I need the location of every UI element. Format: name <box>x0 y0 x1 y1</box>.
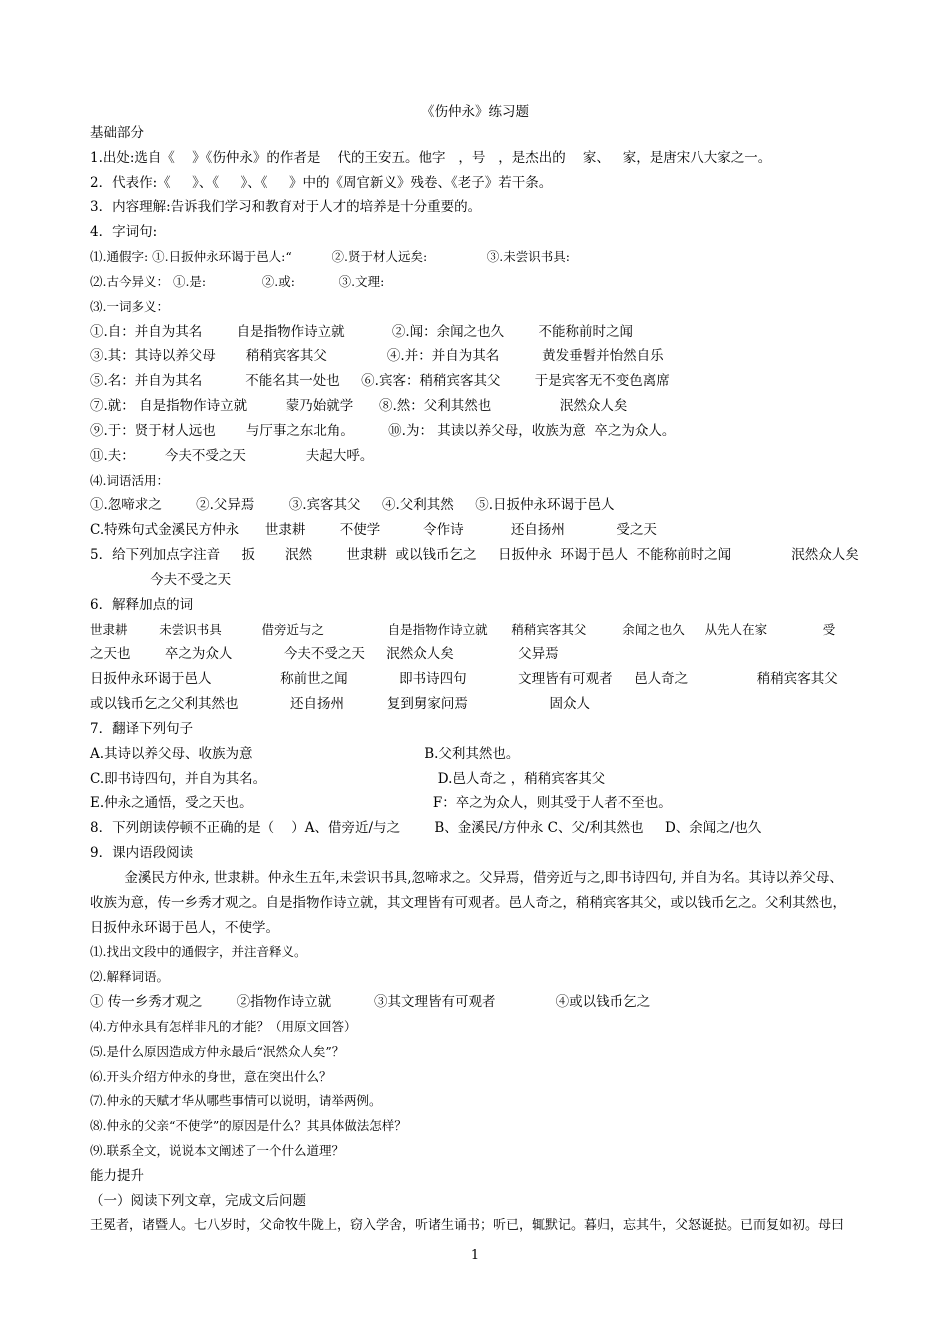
text-line: A.其诗以养父母、收族为意 B.父利其然也。 <box>90 745 520 762</box>
text-line: ⑴.找出文段中的通假字，并注音释义。 <box>90 944 307 960</box>
text-line: ① 传一乡秀才观之 ②指物作诗立就 ③其文理皆有可观者 ④或以钱币乞之 <box>90 994 651 1011</box>
text-line: （一）阅读下列文章，完成文后问题 <box>90 1192 306 1209</box>
text-line: ①.忽啼求之 ②.父异焉 ③.宾客其父 ④.父利其然 ⑤.日扳仲永环谒于邑人 <box>90 497 615 514</box>
text-line: ⑺.仲永的天赋才华从哪些事情可以说明，请举两例。 <box>90 1093 382 1109</box>
text-line: ⑴.通假字: ①.日扳仲永环谒于邑人:“ ②.贤于材人远矣: ③.未尝识书具: <box>90 249 570 265</box>
text-line: C.特殊句式金溪民方仲永 世隶耕 不使学 令作诗 还自扬州 受之天 <box>90 522 657 539</box>
text-line: 金溪民方仲永, 世隶耕。仲永生五年,未尝识书具,忽啼求之。父异焉，借旁近与之,即书诗四句, 并自为名。其诗以养父母、 <box>90 869 843 886</box>
text-line: ⑷.方仲永具有怎样非凡的才能？（用原文回答） <box>90 1018 357 1034</box>
text-line: ⑨.于：贤于材人远也 与厅事之东北角。 ⑩.为： 其读以养父母，收族为意 卒之为众人。 <box>90 422 676 439</box>
text-line: 3．内容理解:告诉我们学习和教育对于人才的培养是十分重要的。 <box>90 199 482 216</box>
text-line: 6．解释加点的词 <box>90 596 194 613</box>
text-line: ⑪.夫： 今夫不受之天 夫起大呼。 <box>90 447 374 464</box>
text-line: 1.出处:选自《 》《伤仲永》的作者是 代的王安五。他字 ，号 ，是杰出的 家、 家，是唐宋八大家之一。 <box>90 149 772 166</box>
text-line: ①.自：并自为其名 自是指物作诗立就 ②.闻：余闻之也久 不能称前时之闻 <box>90 323 633 340</box>
text-line: ⑵.古今异义： ①.是: ②.或: ③.文理: <box>90 273 385 289</box>
text-line: ③.其：其诗以养父母 稍稍宾客其父 ④.并：并自为其名 黄发垂髫并怡然自乐 <box>90 348 664 365</box>
text-line: E.仲永之通悟，受之天也。 F：卒之为众人，则其受于人者不至也。 <box>90 795 672 812</box>
page-number: 1 <box>470 1248 480 1263</box>
text-line: 7．翻译下列句子 <box>90 720 194 737</box>
text-line: 收族为意，传一乡秀才观之。自是指物作诗立就，其文理皆有可观者。邑人奇之，稍稍宾客其父，或以钱币乞之。父利其然也， <box>90 894 846 911</box>
text-line: ⑤.名：并自为其名 不能名其一处也 ⑥.宾客：稍稍宾客其父 于是宾客无不变色离席 <box>90 373 670 390</box>
text-line: 5．给下列加点字注音 扳 泯然 世隶耕 或以钱币乞之 日扳仲永 环谒于邑人 不能称前时之闻 泯然众人矣 <box>90 547 859 564</box>
text-line: 4．字词句: <box>90 224 158 241</box>
text-line: 或以钱币乞之父利其然也 还自扬州 复到舅家问焉 固众人 <box>90 696 590 713</box>
text-line: 世隶耕 未尝识书具 借旁近与之 自是指物作诗立就 稍稍宾客其父 余闻之也久 从先人在家 受 <box>90 621 836 637</box>
text-line: ⑶.一词多义： <box>90 298 169 314</box>
text-line: 之天也 卒之为众人 今夫不受之天 泯然众人矣 父异焉 <box>90 646 559 663</box>
text-line: 日扳仲永环谒于邑人 称前世之闻 即书诗四句 文理皆有可观者 邑人奇之 稍稍宾客其父 <box>90 671 838 688</box>
text-line: 9．课内语段阅读 <box>90 845 194 862</box>
text-line: ⑵.解释词语。 <box>90 969 169 985</box>
text-line: ⑻.仲永的父亲“不使学”的原因是什么？其具体做法怎样？ <box>90 1118 407 1134</box>
text-line: 2．代表作:《 》、《 》、《 》中的《周官新义》残卷、《老子》若干条。 <box>90 174 553 191</box>
text-line: ⑹.开头介绍方仲永的身世，意在突出什么？ <box>90 1068 332 1084</box>
text-line: ⑼.联系全文，说说本文阐述了一个什么道理？ <box>90 1143 344 1159</box>
text-line: 日扳仲永环谒于邑人，不使学。 <box>90 919 279 936</box>
text-line: C.即书诗四句，并自为其名。 D.邑人奇之 ，稍稍宾客其父 <box>90 770 606 787</box>
text-line: 今夫不受之天 <box>90 571 232 588</box>
text-line: ⑸.是什么原因造成方仲永最后“泯然众人矣”？ <box>90 1043 345 1059</box>
text-line: 基础部分 <box>90 125 144 141</box>
text-line: 能力提升 <box>90 1167 144 1184</box>
text-line: 王冕者，诸暨人。七八岁时，父命牧牛陇上，窃入学舍，听诸生诵书；听已，辄默记。暮归，忘其牛，父怒诞挞。已而复如初。母曰 <box>90 1217 845 1233</box>
text-line: ⑦.就： 自是指物作诗立就 蒙乃始就学 ⑧.然：父利其然也 泯然众人矣 <box>90 398 628 415</box>
document-title: 《伤仲永》练习题 <box>421 104 529 120</box>
text-line: ⑷.词语活用： <box>90 472 169 488</box>
text-line: 8．下列朗读停顿不正确的是（ ）A、借旁近/与之 B、金溪民/方仲永 C、父/利其然也 D、余闻之/也久 <box>90 820 762 837</box>
